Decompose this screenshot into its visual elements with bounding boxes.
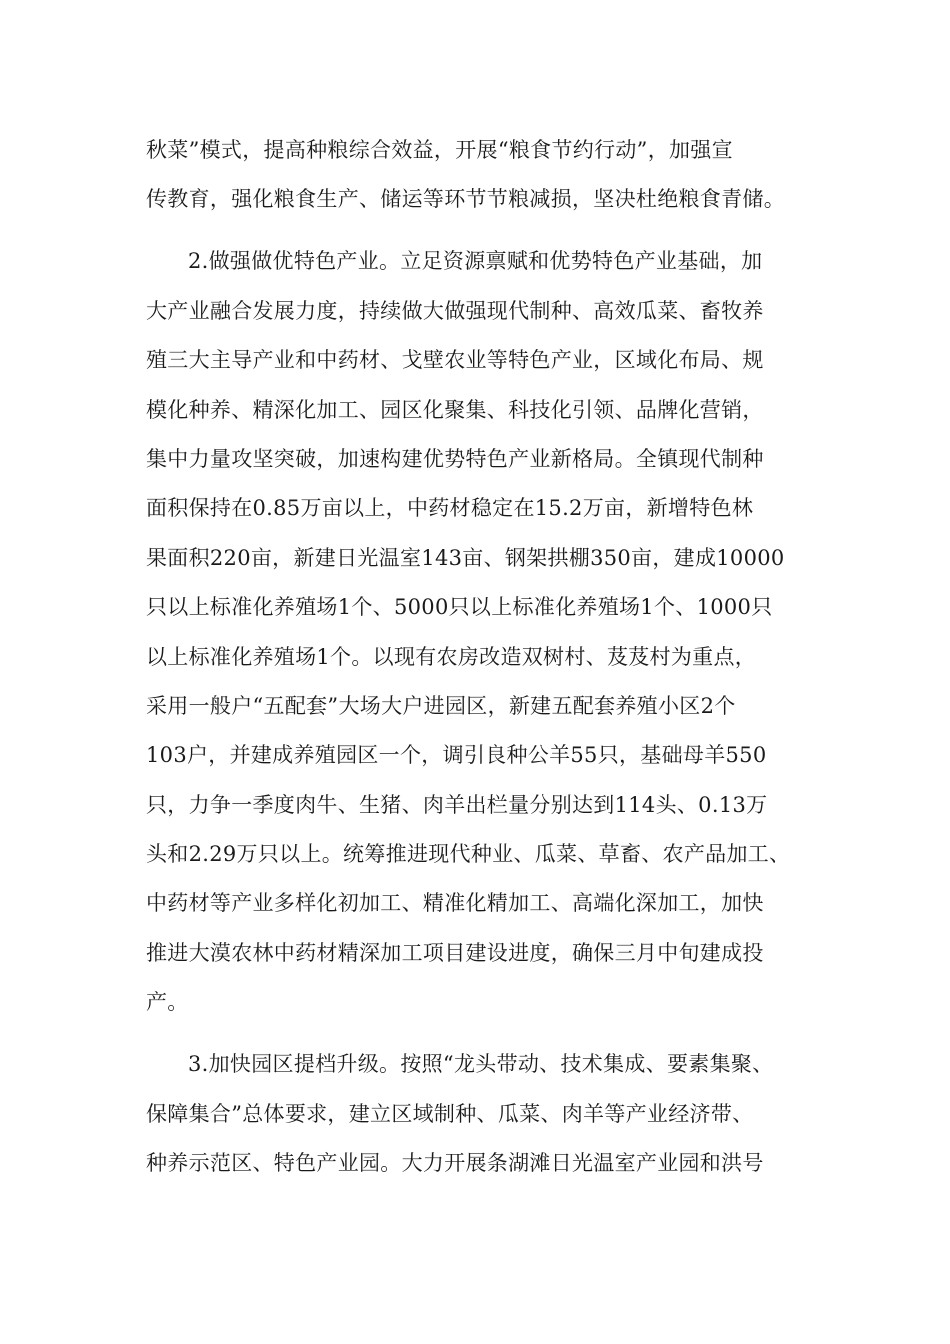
text-line-16: 中药材等产业多样化初加工、精准化精加工、高端化深加工，加快	[146, 891, 764, 915]
text-line-6: 模化种养、精深化加工、园区化聚集、科技化引领、品牌化营销，	[146, 398, 764, 422]
text-line-21: 种养示范区、特色产业园。大力开展条湖滩日光温室产业园和洪号	[146, 1151, 764, 1175]
text-line-3: 2.做强做优特色产业。立足资源禀赋和优势特色产业基础，加	[188, 249, 763, 273]
text-line-15: 头和2.29万只以上。统筹推进现代种业、瓜菜、草畜、农产品加工、	[146, 842, 791, 866]
text-line-9: 果面积220亩，新建日光温室143亩、钢架拱棚350亩，建成10000	[146, 546, 785, 570]
text-line-14: 只，力争一季度肉牛、生猪、肉羊出栏量分别达到114头、0.13万	[146, 793, 768, 817]
text-line-8: 面积保持在0.85万亩以上，中药材稳定在15.2万亩，新增特色林	[146, 496, 754, 520]
text-line-11: 以上标准化养殖场1个。以现有农房改造双树村、芨芨村为重点，	[146, 645, 757, 669]
text-line-4: 大产业融合发展力度，持续做大做强现代制种、高效瓜菜、畜牧养	[146, 299, 764, 323]
text-line-20: 保障集合”总体要求，建立区域制种、瓜菜、肉羊等产业经济带、	[146, 1102, 754, 1126]
text-line-17: 推进大漠农林中药材精深加工项目建设进度，确保三月中旬建成投	[146, 941, 764, 965]
text-line-7: 集中力量攻坚突破，加速构建优势特色产业新格局。全镇现代制种	[146, 447, 764, 471]
text-line-1: 秋菜”模式，提高种粮综合效益，开展“粮食节约行动”，加强宣	[146, 138, 733, 162]
text-line-18: 产。	[146, 990, 189, 1014]
text-line-19: 3.加快园区提档升级。按照“龙头带动、技术集成、要素集聚、	[188, 1052, 774, 1076]
text-line-5: 殖三大主导产业和中药材、戈壁农业等特色产业，区域化布局、规	[146, 348, 764, 372]
text-line-2: 传教育，强化粮食生产、储运等环节节粮减损，坚决杜绝粮食青储。	[146, 187, 785, 211]
text-line-13: 103户，并建成养殖园区一个，调引良种公羊55只，基础母羊550	[146, 743, 767, 767]
text-line-12: 采用一般户“五配套”大场大户进园区，新建五配套养殖小区2个	[146, 694, 736, 718]
text-line-10: 只以上标准化养殖场1个、5000只以上标准化养殖场1个、1000只	[146, 595, 773, 619]
